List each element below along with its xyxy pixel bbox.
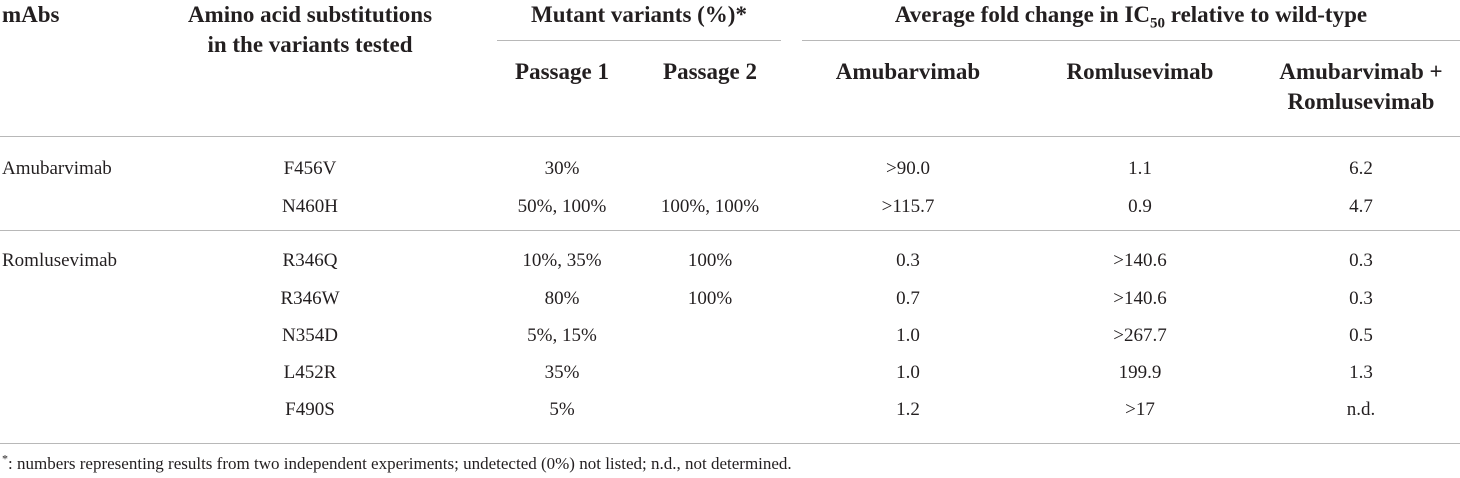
group-mab-label: Amubarvimab	[2, 158, 112, 179]
cell-substitution: R346Q	[282, 250, 338, 271]
cell-passage2: 100%, 100%	[660, 196, 760, 217]
cell-substitution: F490S	[285, 399, 335, 420]
header-mutant-variants: Mutant variants (%)*	[531, 2, 747, 27]
cell-romlusevimab: 199.9	[1118, 362, 1162, 383]
header-fold-change-suffix: relative to wild-type	[1165, 2, 1368, 27]
cell-romlusevimab: 0.9	[1128, 196, 1152, 217]
cell-passage1: 35%	[544, 362, 580, 383]
cell-substitution: N460H	[282, 196, 338, 217]
header-substitutions	[160, 0, 460, 60]
cell-romlusevimab: 1.1	[1128, 158, 1152, 179]
cell-combination: 4.7	[1349, 196, 1373, 217]
cell-combination: 0.5	[1349, 325, 1373, 346]
cell-amubarvimab: 1.2	[896, 399, 920, 420]
header-passage1: Passage 1	[515, 59, 609, 84]
cell-passage1: 5%	[549, 399, 575, 420]
fold-change-underline	[802, 40, 1460, 41]
group-mab-label: Romlusevimab	[2, 250, 118, 271]
header-substitutions-line2: in the variants tested	[207, 32, 413, 57]
cell-combination: 1.3	[1349, 362, 1373, 383]
cell-amubarvimab: >90.0	[886, 158, 930, 179]
header-combination	[1262, 57, 1460, 117]
cell-passage2: 100%	[687, 250, 733, 271]
header-fold-change	[802, 0, 1460, 30]
cell-passage1: 5%, 15%	[527, 325, 597, 346]
header-bottom-rule	[0, 136, 1460, 137]
cell-substitution: F456V	[283, 158, 337, 179]
cell-passage1: 80%	[544, 288, 580, 309]
cell-substitution: R346W	[280, 288, 340, 309]
header-amubarvimab: Amubarvimab	[835, 59, 981, 84]
table-bottom-rule	[0, 443, 1460, 444]
header-passage2: Passage 2	[663, 59, 757, 84]
mutant-variants-underline	[497, 40, 781, 41]
cell-combination: 6.2	[1349, 158, 1373, 179]
cell-amubarvimab: 0.7	[896, 288, 920, 309]
cell-substitution: L452R	[283, 362, 337, 383]
cell-romlusevimab: >17	[1125, 399, 1155, 420]
header-fold-change-sub: 50	[1150, 15, 1166, 32]
cell-passage2: 100%	[687, 288, 733, 309]
cell-passage1: 50%, 100%	[517, 196, 607, 217]
cell-amubarvimab: 0.3	[896, 250, 920, 271]
header-romlusevimab: Romlusevimab	[1066, 59, 1214, 84]
header-combination-line2: Romlusevimab	[1287, 89, 1435, 114]
group-divider-rule	[0, 230, 1460, 231]
header-substitutions-line1: Amino acid substitutions	[187, 2, 433, 27]
footnote-text: : numbers representing results from two independent experiments; undetected (0%) not listed; n.d., not determined.	[8, 454, 792, 473]
cell-amubarvimab: >115.7	[881, 196, 935, 217]
cell-passage1: 10%, 35%	[522, 250, 602, 271]
header-fold-change-prefix: Average fold change in IC	[894, 2, 1151, 27]
header-combination-line1: Amubarvimab +	[1279, 59, 1443, 84]
footnote	[2, 453, 792, 475]
cell-romlusevimab: >140.6	[1113, 250, 1167, 271]
cell-passage1: 30%	[544, 158, 580, 179]
cell-substitution: N354D	[282, 325, 338, 346]
cell-combination: 0.3	[1349, 288, 1373, 309]
header-mabs: mAbs	[2, 2, 60, 27]
cell-combination: n.d.	[1346, 399, 1376, 420]
cell-combination: 0.3	[1349, 250, 1373, 271]
cell-amubarvimab: 1.0	[896, 362, 920, 383]
cell-amubarvimab: 1.0	[896, 325, 920, 346]
cell-romlusevimab: >140.6	[1113, 288, 1167, 309]
footnote-marker: *	[2, 451, 8, 466]
cell-romlusevimab: >267.7	[1113, 325, 1167, 346]
